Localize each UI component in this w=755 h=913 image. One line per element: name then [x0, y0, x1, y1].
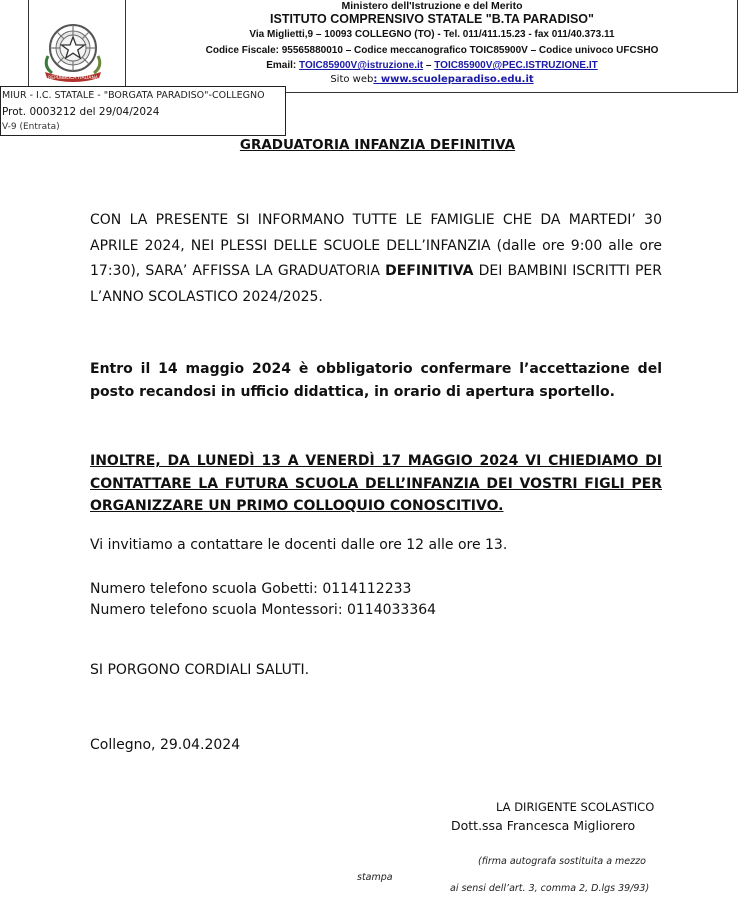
- signature-note-3: ai sensi dell’art. 3, comma 2, D.lgs 39/93): [450, 883, 650, 894]
- email-link-pec[interactable]: TOIC85900V@PEC.ISTRUZIONE.IT: [434, 60, 598, 71]
- protocol-stamp: [0, 86, 286, 136]
- announcement-text-end: DEI BAMBINI ISCRITTI PER L’ANNO SCOLASTICO 2024/2025.: [90, 263, 662, 305]
- website-label: Sito web: [330, 74, 374, 85]
- emblem-text: REPUBBLICA ITALIANA: [48, 76, 98, 81]
- announcement-paragraph: [90, 208, 662, 310]
- protocol-classification: V-9 (Entrata): [2, 122, 60, 132]
- protocol-issuer: MIUR - I.C. STATALE - "BORGATA PARADISO"-COLLEGNO: [2, 90, 265, 101]
- signatory-role: LA DIRIGENTE SCOLASTICO: [496, 800, 655, 814]
- confirmation-deadline-paragraph: Entro il 14 maggio 2024 è obbligatorio confermare l’accettazione del posto recandosi in ufficio didattica, in orario di apertura sportello.: [90, 361, 662, 400]
- page-title: GRADUATORIA INFANZIA DEFINITIVA: [239, 137, 516, 153]
- invitation-text: Vi invitiamo a contattare le docenti dalle ore 12 alle ore 13.: [90, 537, 508, 553]
- interview-request-paragraph: INOLTRE, DA LUNEDÌ 13 A VENERDÌ 17 MAGGIO 2024 VI CHIEDIAMO DI CONTATTARE LA FUTURA SCUOLA DELL’INFANZIA DEI VOSTRI FIGLI PER ORGANIZZARE UN PRIMO COLLOQUIO CONOSCITIVO.: [90, 453, 662, 514]
- website-line: [126, 73, 738, 87]
- italian-republic-emblem-icon: [36, 20, 110, 84]
- email-link-istruzione[interactable]: TOIC85900V@istruzione.it: [299, 60, 424, 71]
- school-codes: Codice Fiscale: 95565880010 – Codice meccanografico TOIC85900V – Codice univoco UFCSHO: [205, 45, 659, 56]
- protocol-number: Prot. 0003212 del 29/04/2024: [2, 106, 160, 118]
- email-separator: –: [423, 60, 435, 71]
- announcement-text-start: CON LA PRESENTE SI INFORMANO TUTTE LE FAMIGLIE CHE DA MARTEDI’ 30 APRILE 2024, NEI PLESSI DELLE SCUOLE DELL’INFANZIA (dalle ore 9:00 alle ore 17:30), SARA’ AFFISSA LA GRADUATORIA: [90, 212, 662, 279]
- school-name: ISTITUTO COMPRENSIVO STATALE "B.TA PARADISO": [270, 12, 594, 26]
- phone-montessori: Numero telefono scuola Montessori: 0114033364: [90, 602, 437, 618]
- signature-note-2: stampa: [357, 872, 393, 883]
- phone-gobetti: Numero telefono scuola Gobetti: 0114112233: [90, 581, 412, 597]
- signatory-name: Dott.ssa Francesca Migliorero: [451, 818, 636, 833]
- announcement-emphasis: DEFINITIVA: [385, 263, 474, 279]
- ministry-name: Ministero dell'Istruzione e del Merito: [341, 0, 523, 12]
- signature-note-1: (firma autografa sostituita a mezzo: [478, 856, 646, 867]
- letterhead: [126, 0, 738, 87]
- website-link[interactable]: : www.scuoleparadiso.edu.it: [373, 74, 534, 85]
- greetings: SI PORGONO CORDIALI SALUTI.: [90, 662, 310, 678]
- email-line: [126, 59, 738, 73]
- place-date: Collegno, 29.04.2024: [90, 737, 241, 753]
- email-label: Email:: [266, 60, 300, 71]
- school-address: Via Miglietti,9 – 10093 COLLEGNO (TO) - Tel. 011/411.15.23 - fax 011/40.373.11: [249, 29, 615, 40]
